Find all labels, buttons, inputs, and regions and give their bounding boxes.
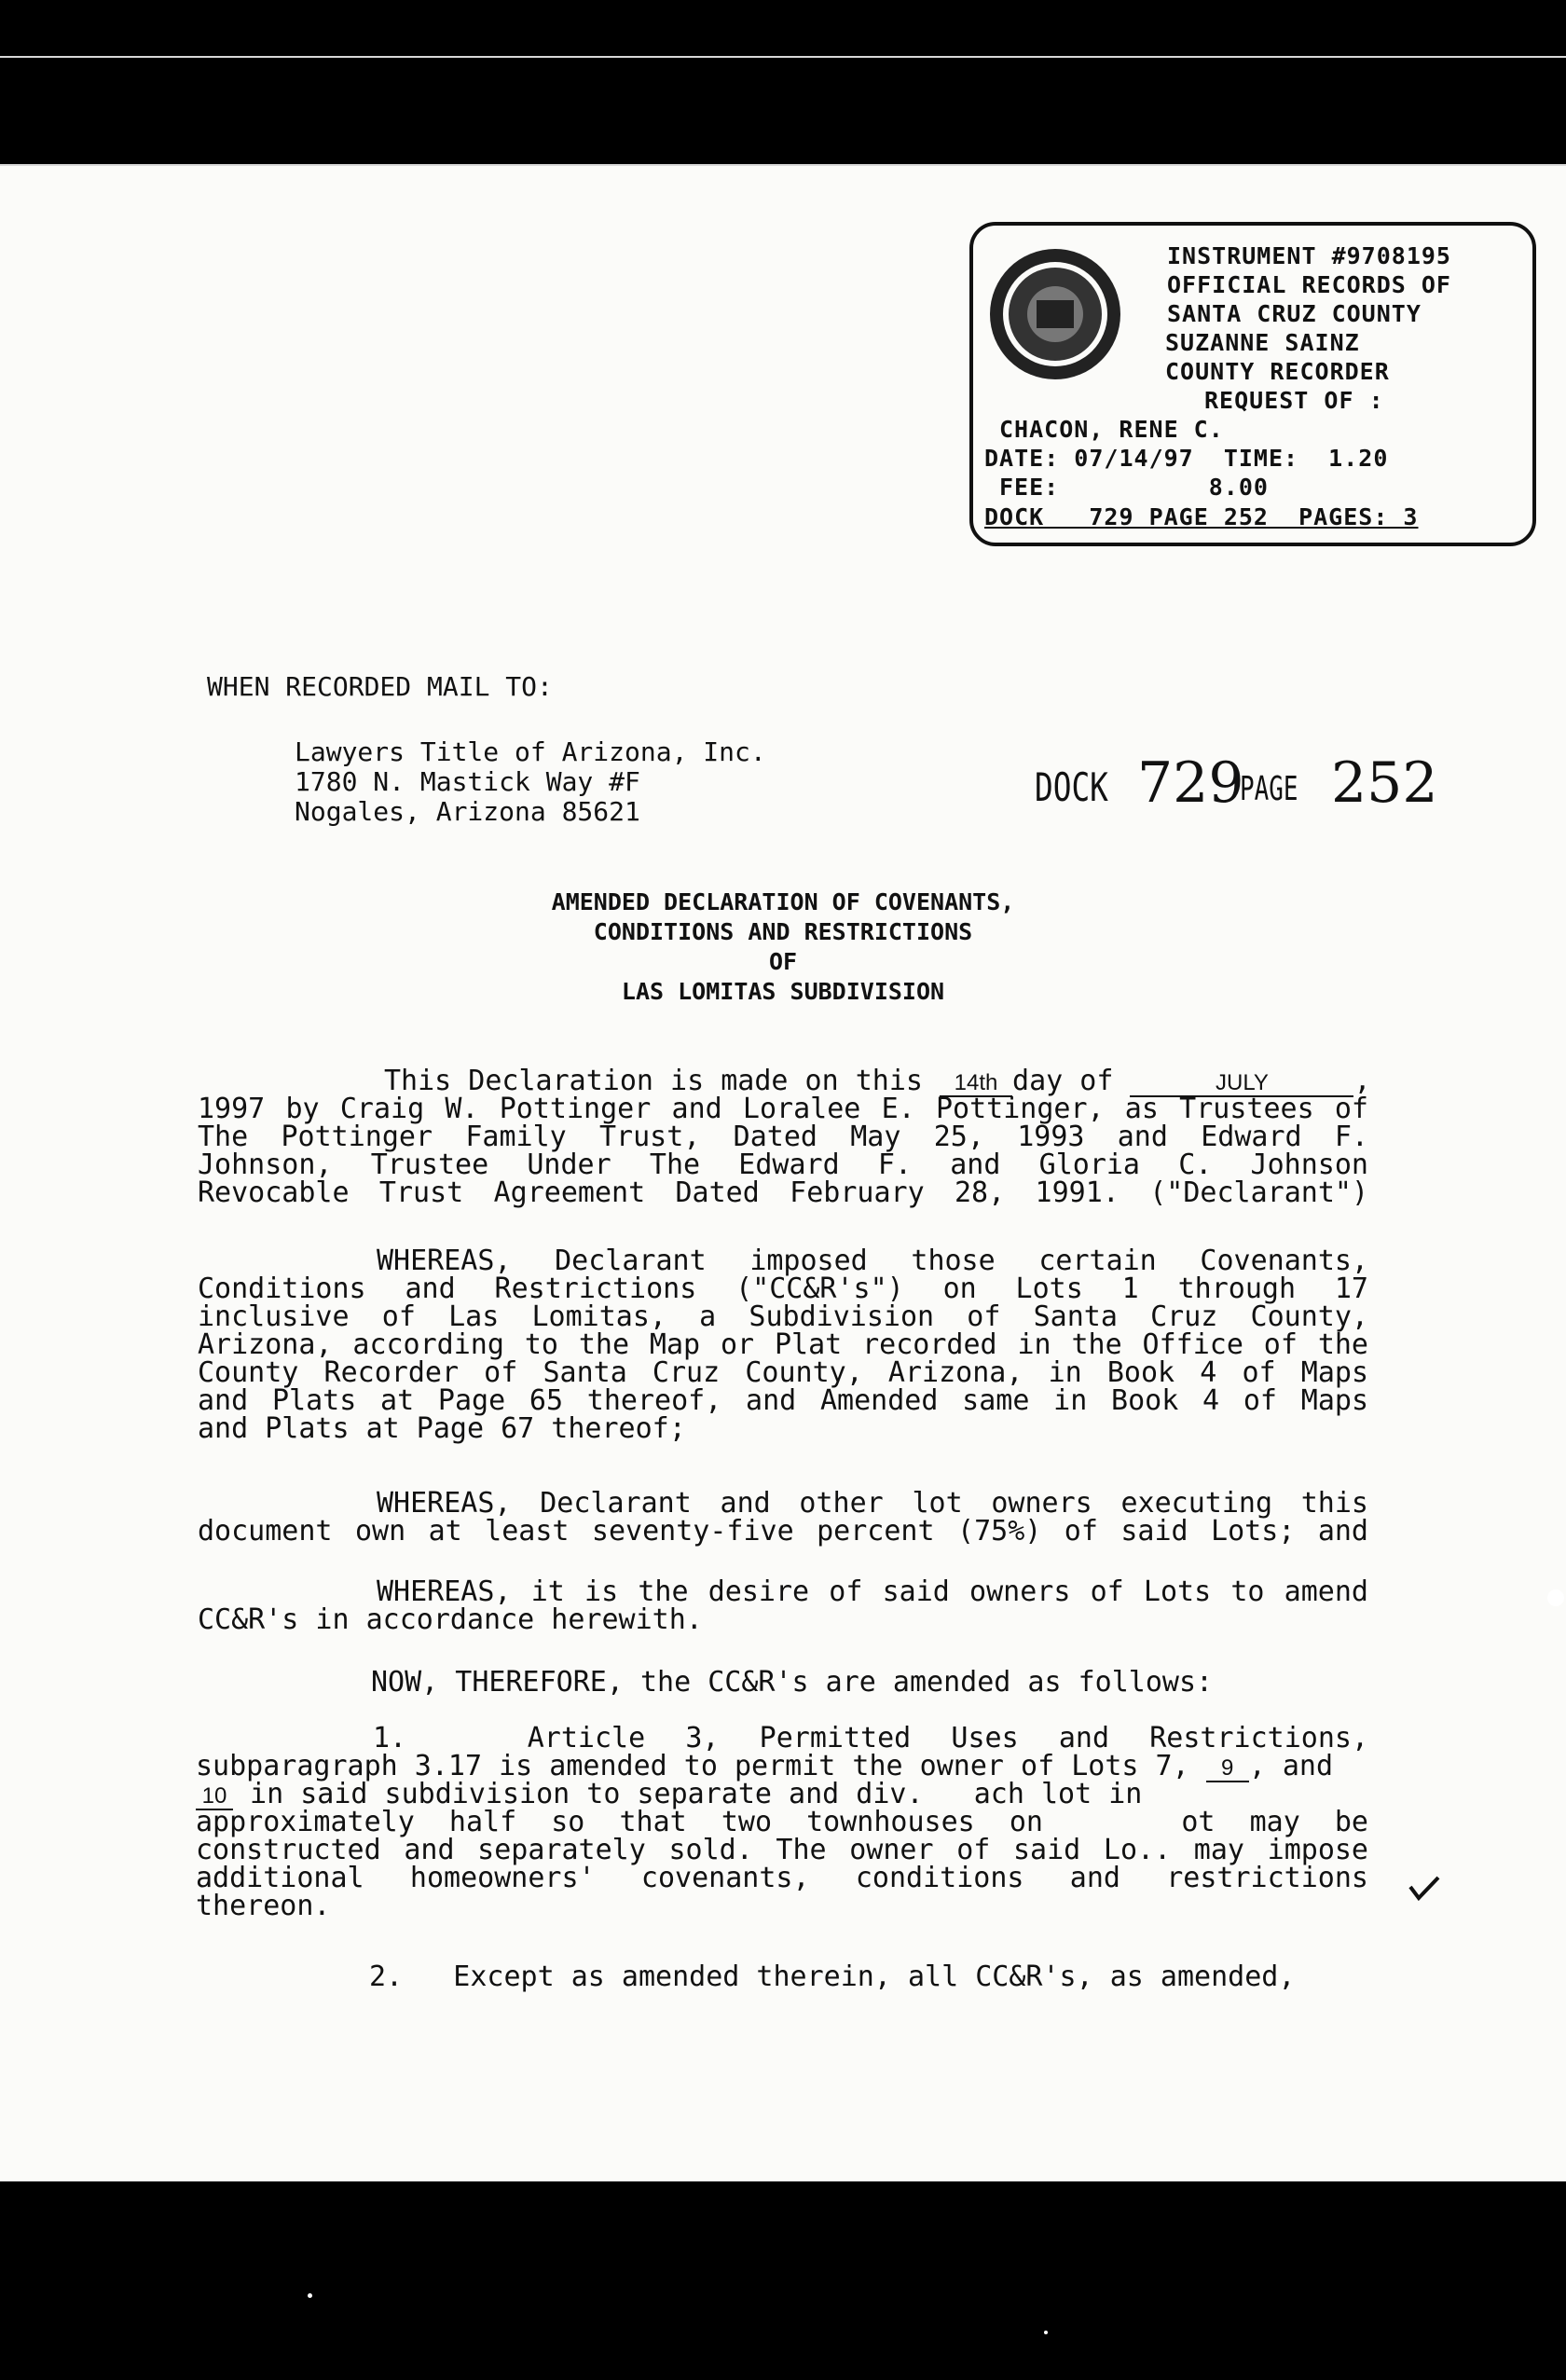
whereas-line: inclusive of Las Lomitas, a Subdivision of Santa Cruz County, (198, 1300, 1368, 1333)
intro-line: The Pottinger Family Trust, Dated May 25, 1993 and Edward F. (198, 1121, 1368, 1153)
address-line: Lawyers Title of Arizona, Inc. (295, 736, 766, 767)
stamp-county: SANTA CRUZ COUNTY (1167, 300, 1422, 327)
handwritten-lot-10: 10 (201, 1783, 227, 1809)
stamp-instrument: INSTRUMENT #9708195 (1167, 242, 1451, 269)
document-title: CONDITIONS AND RESTRICTIONS (593, 918, 973, 945)
checkmark-icon (1408, 1874, 1441, 1902)
stamp-request-of: REQUEST OF : (1204, 387, 1384, 414)
county-seal-icon (985, 244, 1125, 384)
item-1-line: subparagraph 3.17 is amended to permit the owner of Lots 7, 9 , and (196, 1750, 1334, 1782)
whereas-line: and Plats at Page 65 thereof, and Amended same in Book 4 of Maps (198, 1384, 1368, 1417)
item-2-line: 2. Except as amended therein, all CC&R's, as amended, (369, 1960, 1296, 1993)
stamp-recorder-title: COUNTY RECORDER (1165, 358, 1390, 385)
whereas-line: document own at least seventy-five percent (75%) of said Lots; and (198, 1515, 1368, 1548)
item-1-line: 10 in said subdivision to separate and div. ach lot in (196, 1781, 1142, 1810)
handwritten-month: JULY (1216, 1070, 1269, 1095)
document-title: AMENDED DECLARATION OF COVENANTS, (551, 888, 1015, 915)
item-1-first-line: 1. Article 3, Permitted Uses and Restrictions, (373, 1722, 1368, 1754)
whereas-first-line: WHEREAS, it is the desire of said owners of Lots to amend (377, 1575, 1368, 1608)
mail-to-heading: WHEN RECORDED MAIL TO: (207, 671, 553, 702)
document-title: LAS LOMITAS SUBDIVISION (621, 978, 945, 1005)
stamp-recorder-name: SUZANNE SAINZ (1165, 329, 1360, 356)
item-1-line: constructed and separately sold. The owner of said Lo.. may impose (196, 1834, 1368, 1866)
stamp-date-time: DATE: 07/14/97 TIME: 1.20 (984, 445, 1389, 472)
whereas-line: and Plats at Page 67 thereof; (198, 1412, 686, 1445)
stamp-dock-page: DOCK 729 PAGE 252 PAGES: 3 (984, 503, 1419, 530)
item-1-line: thereon. (196, 1890, 331, 1922)
intro-line: Revocable Trust Agreement Dated February 28, 1991. ("Declarant") (198, 1176, 1368, 1209)
dock-label: DOCK (1035, 764, 1108, 810)
address-line: Nogales, Arizona 85621 (295, 796, 640, 827)
handwritten-lot-9: 9 (1221, 1755, 1234, 1781)
intro-line: Johnson, Trustee Under The Edward F. and Gloria C. Johnson (198, 1149, 1368, 1181)
scan-edge-top (0, 56, 1566, 58)
document-title: OF (768, 948, 798, 975)
intro-line: 1997 by Craig W. Pottinger and Loralee E. Pottinger, as Trustees of (198, 1093, 1368, 1125)
item-1-line: approximately half so that two townhouses on ot may be (196, 1806, 1368, 1838)
whereas-line: Conditions and Restrictions ("CC&R's") on Lots 1 through 17 (198, 1273, 1368, 1305)
whereas-line: Arizona, according to the Map or Plat recorded in the Office of the (198, 1328, 1368, 1361)
dock-number: 729 (1137, 750, 1244, 816)
stamp-requester: CHACON, RENE C. (999, 416, 1224, 443)
page-label: PAGE (1240, 770, 1298, 808)
handwritten-day: 14th (954, 1070, 998, 1095)
whereas-first-line: WHEREAS, Declarant imposed those certain Covenants, (377, 1245, 1368, 1277)
whereas-line: County Recorder of Santa Cruz County, Arizona, in Book 4 of Maps (198, 1356, 1368, 1389)
whereas-line: CC&R's in accordance herewith. (198, 1603, 703, 1636)
scan-speck (308, 2293, 312, 2298)
stamp-fee: FEE: 8.00 (999, 474, 1269, 501)
whereas-first-line: WHEREAS, Declarant and other lot owners executing this (377, 1487, 1368, 1520)
intro-first-line: This Declaration is made on this 14th day of JULY , (384, 1065, 1371, 1097)
address-line: 1780 N. Mastick Way #F (295, 766, 640, 797)
stamp-official-records: OFFICIAL RECORDS OF (1167, 271, 1451, 298)
now-therefore-line: NOW, THEREFORE, the CC&R's are amended as follows: (371, 1666, 1214, 1699)
page-number: 252 (1331, 750, 1438, 816)
scan-speck (1044, 2331, 1048, 2334)
item-1-line: additional homeowners' covenants, conditions and restrictions (196, 1862, 1368, 1894)
scan-speck (1547, 1589, 1564, 1606)
